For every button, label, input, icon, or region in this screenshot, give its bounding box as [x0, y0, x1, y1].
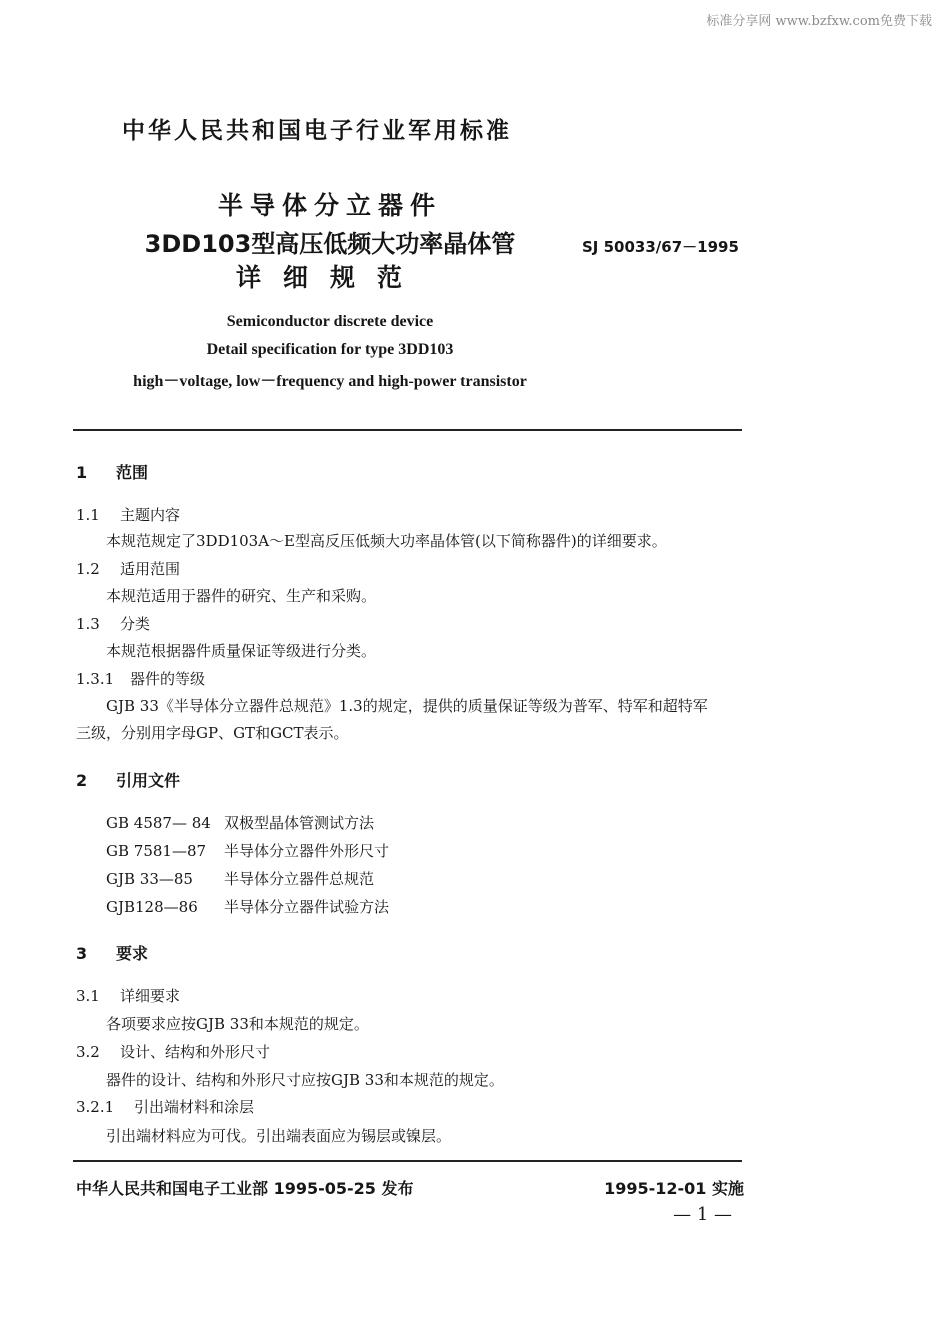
section-1-3-1-text-b: 三级，分别用字母GP、GT和GCT表示。 [76, 724, 349, 742]
page-number: — 1 — [673, 1204, 732, 1225]
section-1-3-1-heading [76, 668, 205, 689]
section-number: 3.2 [76, 1043, 100, 1061]
reference-name: 双极型晶体管测试方法 [224, 814, 375, 832]
reference-row [106, 812, 374, 833]
reference-row [106, 840, 389, 861]
footer-divider [73, 1160, 742, 1162]
section-title: 引出端材料和涂层 [134, 1098, 255, 1116]
effective-date: 1995-12-01 实施 [604, 1179, 744, 1198]
section-title: 适用范围 [120, 560, 181, 578]
section-title: 要求 [116, 944, 149, 963]
reference-code: GJB 33—85 [106, 870, 193, 888]
watermark: 标准分享网 www.bzfxw.com免费下载 [706, 14, 932, 29]
section-3-heading [76, 941, 148, 964]
section-title: 详细要求 [120, 987, 181, 1005]
title-line-1: 半导体分立器件 [217, 191, 442, 220]
reference-name: 半导体分立器件外形尺寸 [224, 842, 390, 860]
section-title: 器件的等级 [130, 670, 206, 688]
section-number: 1.1 [76, 506, 100, 524]
section-3-2-1-text: 引出端材料应为可伐。引出端表面应为锡层或镍层。 [106, 1127, 452, 1145]
section-3-1-text: 各项要求应按GJB 33和本规范的规定。 [106, 1015, 369, 1033]
section-number: 3 [76, 944, 88, 963]
section-3-1-heading [76, 985, 180, 1006]
section-title: 范围 [116, 463, 149, 482]
reference-code: GB 7581—87 [106, 842, 207, 860]
section-2-heading [76, 768, 180, 791]
reference-name: 半导体分立器件总规范 [224, 870, 375, 888]
header-divider [73, 429, 742, 431]
reference-row [106, 896, 389, 917]
reference-row [106, 868, 374, 889]
section-title: 分类 [120, 615, 151, 633]
english-title-1: Semiconductor discrete device [226, 313, 434, 330]
section-number: 1.3 [76, 615, 100, 633]
english-title-2: Detail specification for type 3DD103 [206, 341, 454, 358]
section-3-2-heading [76, 1041, 270, 1062]
section-1-3-text: 本规范根据器件质量保证等级进行分类。 [106, 642, 377, 660]
reference-code: GB 4587— 84 [106, 814, 211, 832]
standard-type: 中华人民共和国电子行业军用标准 [122, 118, 512, 144]
title-line-2: 3DD103型高压低频大功率晶体管 [144, 230, 516, 258]
section-number: 1 [76, 463, 88, 482]
section-1-heading [76, 460, 148, 483]
reference-name: 半导体分立器件试验方法 [224, 898, 390, 916]
issue-date: 中华人民共和国电子工业部 1995-05-25 发布 [76, 1179, 414, 1198]
section-1-3-heading [76, 613, 150, 634]
section-title: 设计、结构和外形尺寸 [120, 1043, 271, 1061]
section-number: 3.2.1 [76, 1098, 115, 1116]
section-number: 1.3.1 [76, 670, 115, 688]
standard-code: SJ 50033/67－1995 [582, 238, 739, 256]
section-number: 1.2 [76, 560, 100, 578]
english-title-3: high－voltage, low－frequency and high-power transistor [133, 373, 527, 390]
section-1-2-text: 本规范适用于器件的研究、生产和采购。 [106, 587, 377, 605]
section-title: 引用文件 [116, 771, 181, 790]
section-3-2-1-heading [76, 1096, 254, 1117]
section-title: 主题内容 [120, 506, 181, 524]
section-1-3-1-text-a: GJB 33《半导体分立器件总规范》1.3的规定，提供的质量保证等级为普军、特军和超特军 [106, 697, 708, 715]
section-1-1-heading [76, 504, 180, 525]
section-number: 2 [76, 771, 88, 790]
section-3-2-text: 器件的设计、结构和外形尺寸应按GJB 33和本规范的规定。 [106, 1071, 504, 1089]
section-1-1-text: 本规范规定了3DD103A～E型高反压低频大功率晶体管(以下简称器件)的详细要求。 [106, 532, 667, 550]
section-number: 3.1 [76, 987, 100, 1005]
reference-code: GJB128—86 [106, 898, 198, 916]
title-line-3: 详细规范 [235, 263, 424, 292]
section-1-2-heading [76, 558, 180, 579]
